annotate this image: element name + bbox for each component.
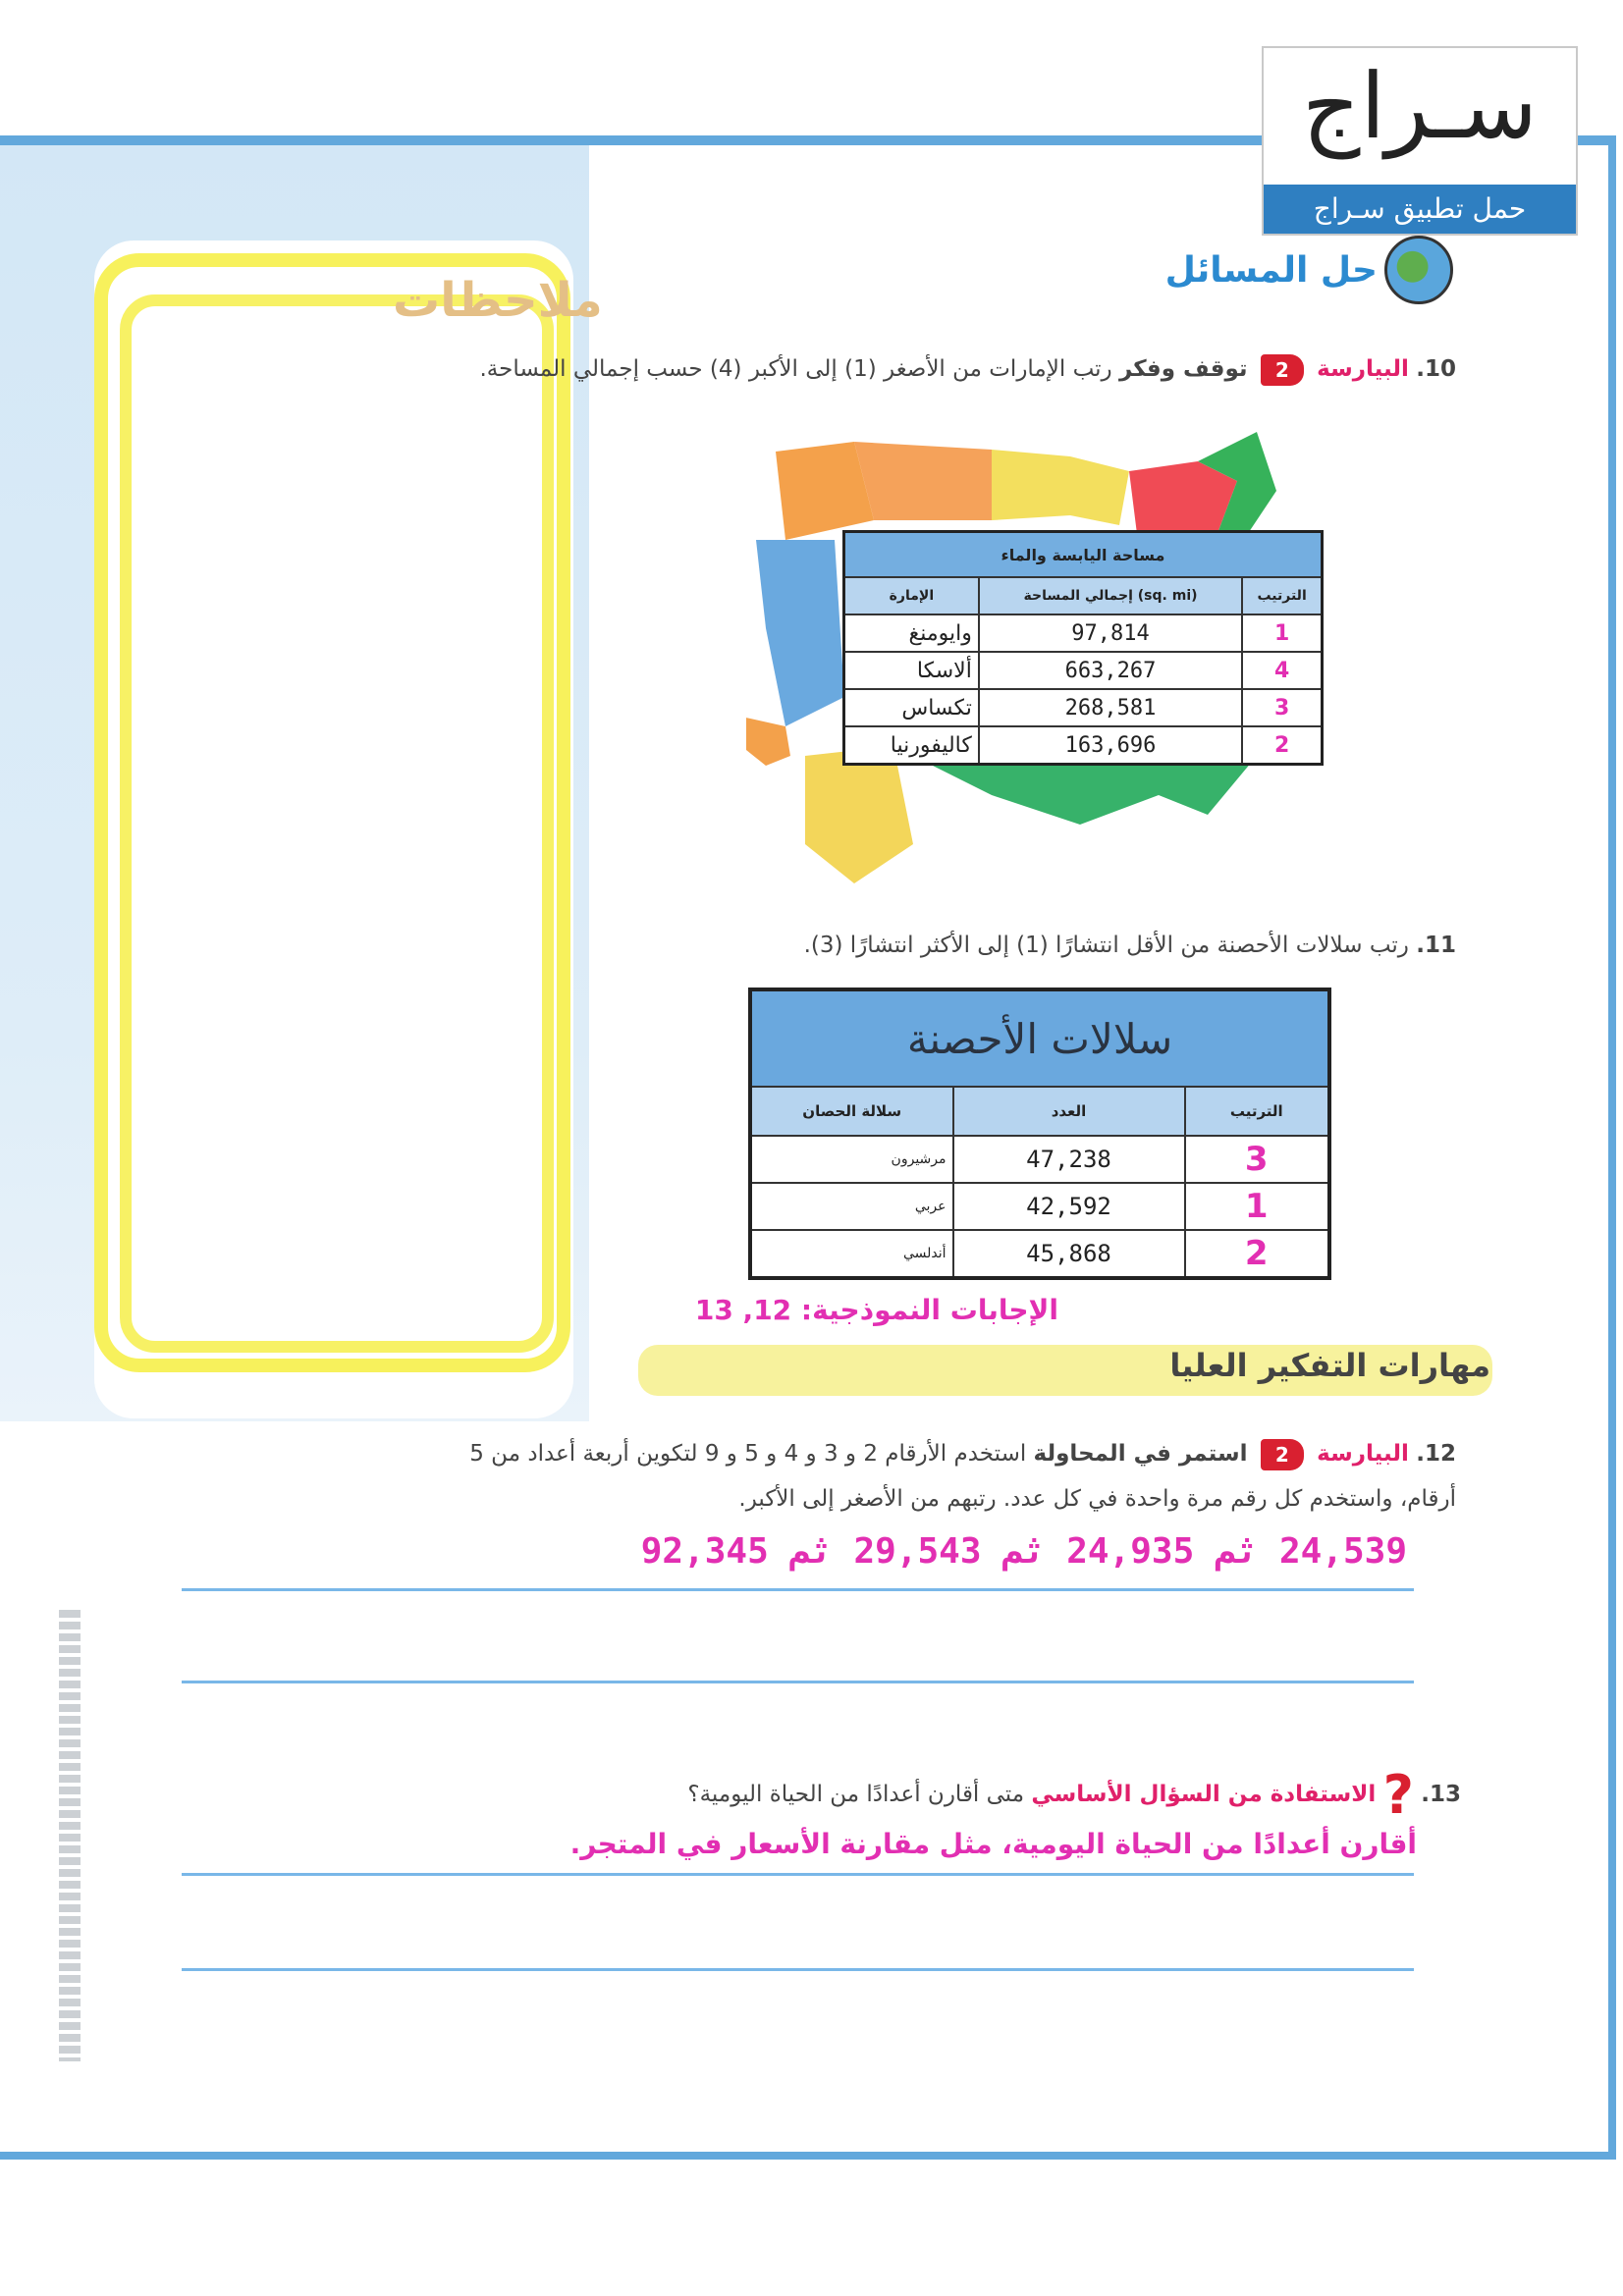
table-row — [750, 1183, 1329, 1230]
question-13 — [687, 1764, 1461, 1826]
question-12 — [415, 1431, 1456, 1522]
level-badge: 2 — [1261, 1439, 1304, 1470]
header-state: الإمارة — [844, 577, 979, 614]
level-badge: 2 — [1261, 354, 1304, 386]
question-number: 13. — [1421, 1782, 1461, 1807]
question-tag: البيارسة — [1317, 356, 1409, 382]
question-number: 11. — [1416, 933, 1456, 958]
question-label: استمر في المحاولة — [1033, 1441, 1248, 1467]
question-text: رتب الإمارات من الأصغر (1) إلى الأكبر (4) حسب إجمالي المساحة. — [479, 356, 1112, 382]
question-text: استخدم الأرقام 2 و 3 و 4 و 5 و 9 لتكوين أربعة أعداد من 5 أرقام، واستخدم كل رقم مرة واحدة في كل عدد. رتبهم من الأصغر إلى الأكبر. — [469, 1441, 1456, 1512]
map-region-hawaii — [746, 717, 790, 766]
answer-13: أقارن أعدادًا من الحياة اليومية، مثل مقارنة الأسعار في المتجر. — [569, 1828, 1417, 1860]
table-row — [844, 614, 1323, 652]
answer-line — [182, 1681, 1414, 1683]
rank-cell: 3 — [1242, 689, 1322, 726]
rank-cell: 2 — [1185, 1230, 1330, 1278]
header-breed: سلالة الحصان — [750, 1087, 953, 1136]
state-cell: وايومنغ — [844, 614, 979, 652]
table-row — [844, 689, 1323, 726]
table-row — [750, 1230, 1329, 1278]
area-cell: 97,814 — [979, 614, 1242, 652]
rank-cell: 1 — [1185, 1183, 1330, 1230]
header-rank: الترتيب — [1185, 1087, 1330, 1136]
table-row — [844, 652, 1323, 689]
table-row — [844, 726, 1323, 765]
count-cell: 45,868 — [953, 1230, 1185, 1278]
count-cell: 47,238 — [953, 1136, 1185, 1183]
breed-cell: عربي — [750, 1183, 953, 1230]
rank-cell: 2 — [1242, 726, 1322, 765]
highlight-stroke-inner — [120, 294, 554, 1353]
breed-cell: مرشيرون — [750, 1136, 953, 1183]
header-area: إجمالي المساحة (sq. mi) — [979, 577, 1242, 614]
header-count: العدد — [953, 1087, 1185, 1136]
globe-icon — [1384, 236, 1453, 304]
copyright-vertical-text — [59, 1610, 81, 2061]
state-cell: كاليفورنيا — [844, 726, 979, 765]
area-cell: 663,267 — [979, 652, 1242, 689]
land-water-area-table — [842, 530, 1324, 766]
question-mark-icon: ? — [1382, 1764, 1414, 1826]
horse-breeds-table — [748, 988, 1331, 1280]
state-cell: تكساس — [844, 689, 979, 726]
map-region-north — [854, 442, 992, 520]
question-number: 10. — [1416, 356, 1456, 382]
logo — [1262, 46, 1578, 236]
answer-12: 24,539 ثم 24,935 ثم 29,543 ثم 92,345 — [640, 1531, 1407, 1572]
logo-tagline: حمل تطبيق سـراج — [1264, 185, 1576, 234]
answer-line — [182, 1968, 1414, 1971]
breed-cell: أندلسي — [750, 1230, 953, 1278]
area-cell: 163,696 — [979, 726, 1242, 765]
area-cell: 268,581 — [979, 689, 1242, 726]
answer-line — [182, 1588, 1414, 1591]
question-10 — [435, 347, 1456, 391]
table-caption: سلالات الأحصنة — [750, 989, 1329, 1087]
question-text: رتب سلالات الأحصنة من الأقل انتشارًا (1) إلى الأكثر انتشارًا (3). — [803, 933, 1409, 958]
map-region-west — [756, 540, 844, 726]
state-cell: ألاسكا — [844, 652, 979, 689]
map-region-lakes — [1070, 456, 1129, 525]
hot-section-title: مهارات التفكير العليا — [1169, 1347, 1490, 1384]
logo-wordmark: سـراج — [1302, 54, 1538, 159]
rank-cell: 3 — [1185, 1136, 1330, 1183]
header-rank: الترتيب — [1242, 577, 1322, 614]
question-label: الاستفادة من السؤال الأساسي — [1031, 1782, 1377, 1807]
rank-cell: 1 — [1242, 614, 1322, 652]
model-answers-note: الإجابات النموذجية: 12, 13 — [694, 1294, 1058, 1326]
answer-line — [182, 1873, 1414, 1876]
notes-title: ملاحظات — [393, 273, 603, 328]
question-text: متى أقارن أعدادًا من الحياة اليومية؟ — [687, 1782, 1025, 1807]
question-tag: البيارسة — [1317, 1441, 1409, 1467]
table-caption: مساحة اليابسة والماء — [844, 532, 1323, 578]
table-row — [750, 1136, 1329, 1183]
count-cell: 42,592 — [953, 1183, 1185, 1230]
map-region-north-central — [992, 450, 1070, 520]
question-label: توقف وفكر — [1118, 356, 1248, 382]
rank-cell: 4 — [1242, 652, 1322, 689]
question-number: 12. — [1416, 1441, 1456, 1467]
question-11 — [804, 933, 1456, 958]
section-title: حل المسائل — [1164, 250, 1378, 291]
map-region-alaska — [805, 746, 913, 883]
